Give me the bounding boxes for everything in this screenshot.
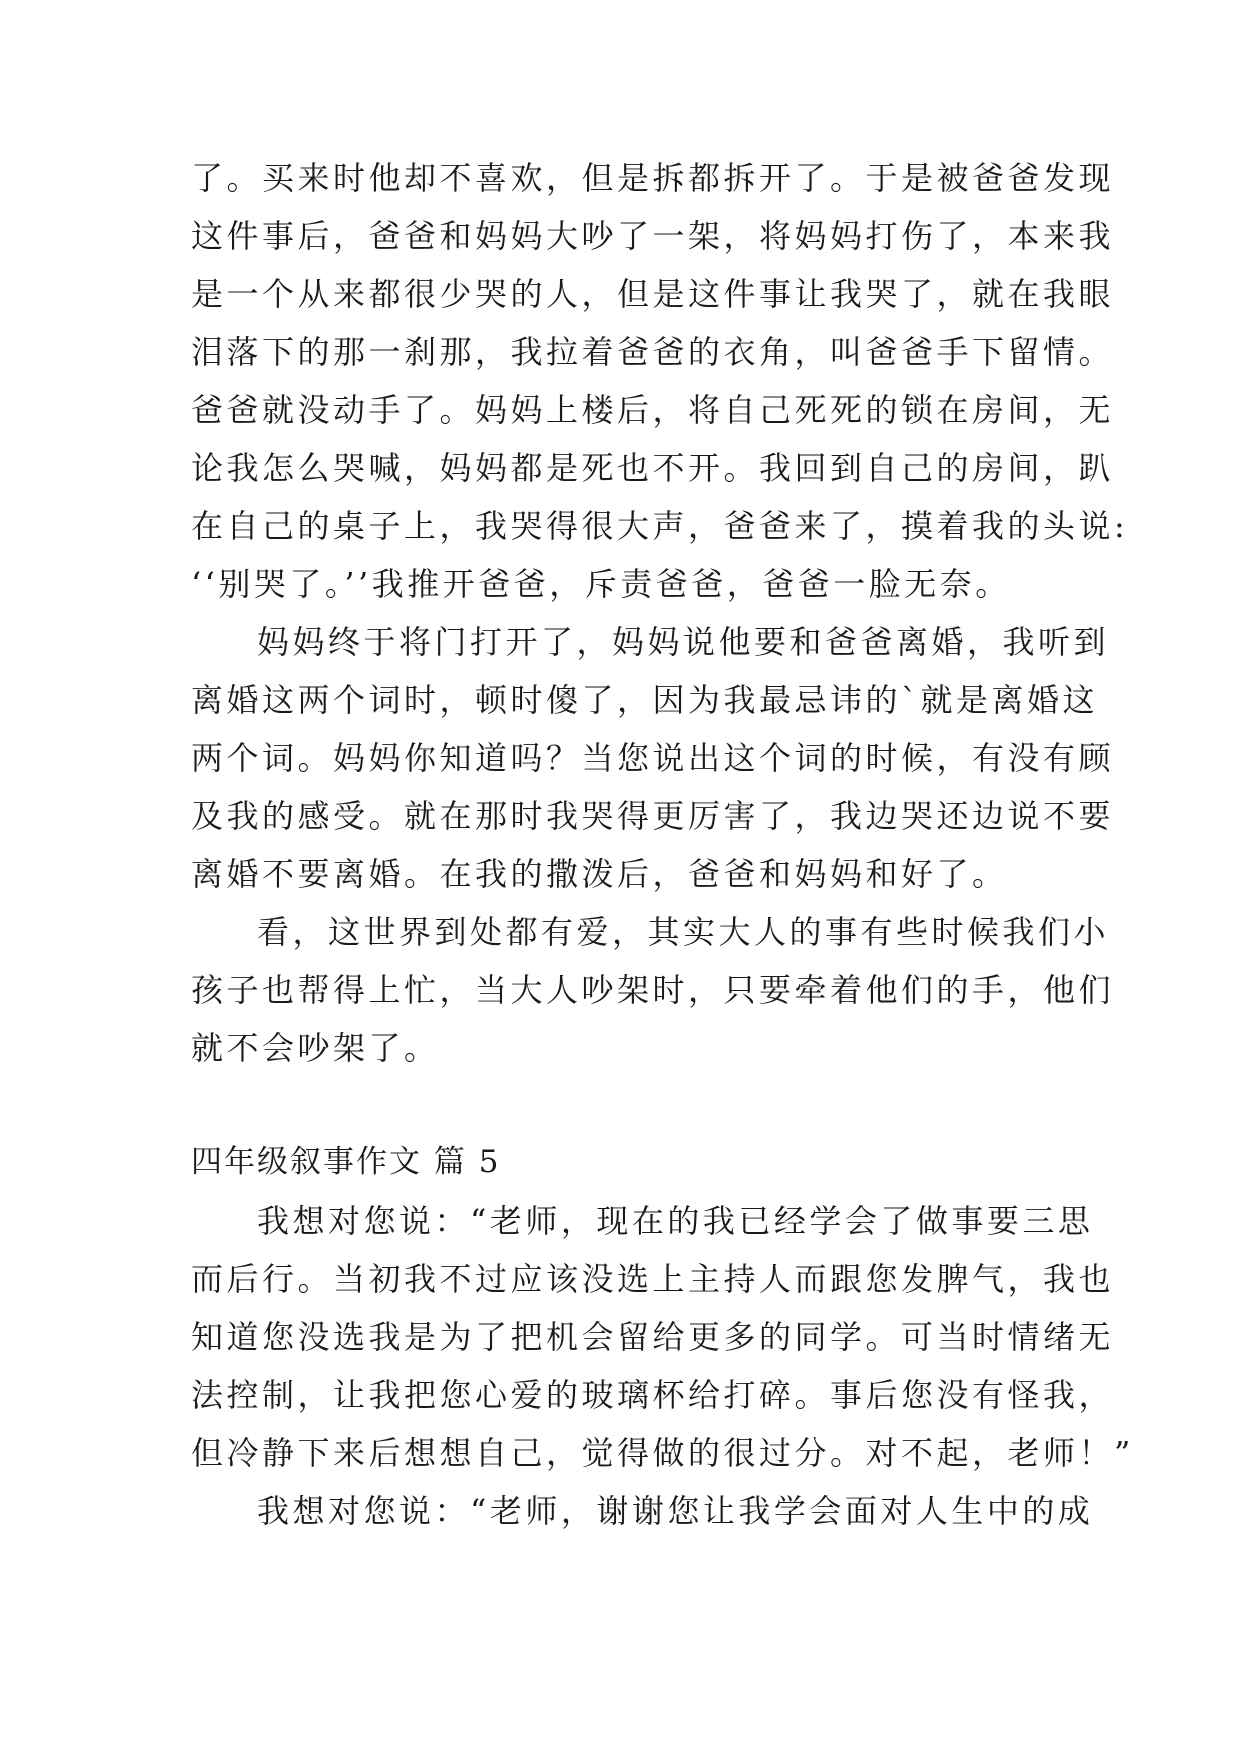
- paragraph-4-line: 知道您没选我是为了把机会留给更多的同学。可当时情绪无: [191, 1318, 1115, 1356]
- paragraph-1-line: 是一个从来都很少哭的人，但是这件事让我哭了，就在我眼: [191, 275, 1115, 313]
- paragraph-1-line: 了。买来时他却不喜欢，但是拆都拆开了。于是被爸爸发现: [191, 159, 1115, 197]
- paragraph-1-line: 这件事后，爸爸和妈妈大吵了一架，将妈妈打伤了，本来我: [191, 217, 1115, 255]
- paragraph-1-line: ‘‘别哭了。’’我推开爸爸，斥责爸爸，爸爸一脸无奈。: [191, 565, 1011, 603]
- paragraph-1-line: 爸爸就没动手了。妈妈上楼后，将自己死死的锁在房间，无: [191, 391, 1115, 429]
- paragraph-2-line: 离婚这两个词时，顿时傻了，因为我最忌讳的`就是离婚这: [191, 681, 1099, 719]
- paragraph-3-line: 就不会吵架了。: [191, 1029, 440, 1067]
- paragraph-1-line: 在自己的桌子上，我哭得很大声，爸爸来了，摸着我的头说:: [191, 507, 1129, 545]
- paragraph-1-line: 论我怎么哭喊，妈妈都是死也不开。我回到自己的房间，趴: [191, 449, 1115, 487]
- paragraph-2-line: 及我的感受。就在那时我哭得更厉害了，我边哭还边说不要: [191, 797, 1115, 835]
- paragraph-4-line: 我想对您说：“老师，现在的我已经学会了做事要三思: [257, 1202, 1094, 1240]
- paragraph-2-line: 两个词。妈妈你知道吗？当您说出这个词的时候，有没有顾: [191, 739, 1115, 777]
- paragraph-4-line: 法控制，让我把您心爱的玻璃杯给打碎。事后您没有怪我，: [191, 1376, 1115, 1414]
- section-heading: 四年级叙事作文 篇 5: [191, 1144, 501, 1180]
- paragraph-4-line: 而后行。当初我不过应该没选上主持人而跟您发脾气，我也: [191, 1260, 1115, 1298]
- paragraph-3-line: 看，这世界到处都有爱，其实大人的事有些时候我们小: [257, 913, 1110, 951]
- paragraph-1-line: 泪落下的那一刹那，我拉着爸爸的衣角，叫爸爸手下留情。: [191, 333, 1115, 371]
- paragraph-2-line: 妈妈终于将门打开了，妈妈说他要和爸爸离婚，我听到: [257, 623, 1110, 661]
- paragraph-5-line: 我想对您说：“老师，谢谢您让我学会面对人生中的成: [257, 1492, 1094, 1530]
- paragraph-2-line: 离婚不要离婚。在我的撒泼后，爸爸和妈妈和好了。: [191, 855, 1008, 893]
- paragraph-4-line: 但冷静下来后想想自己，觉得做的很过分。对不起，老师！”: [191, 1434, 1134, 1472]
- paragraph-3-line: 孩子也帮得上忙，当大人吵架时，只要牵着他们的手，他们: [191, 971, 1115, 1009]
